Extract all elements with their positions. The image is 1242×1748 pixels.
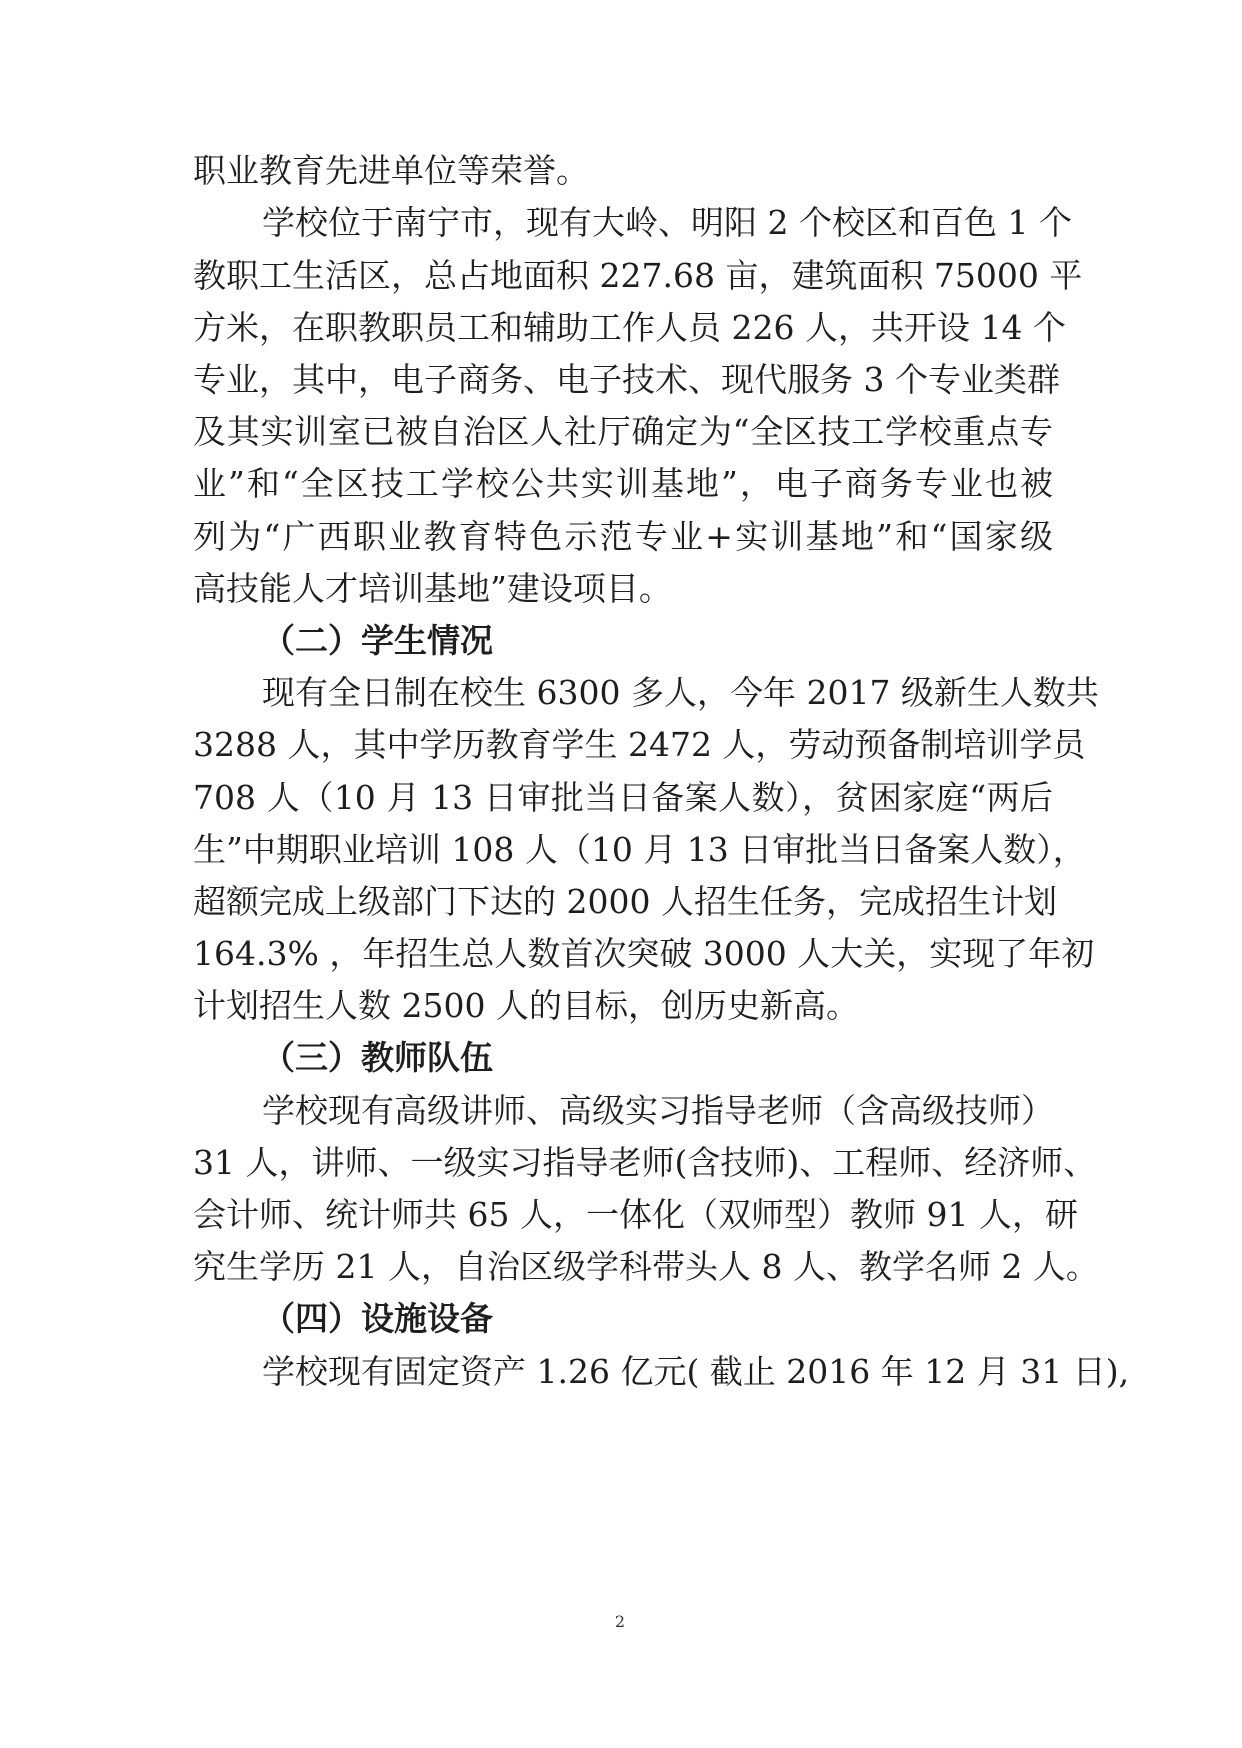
body-text-line: 及其实训室已被自治区人社厅确定为“全区技工学校重点专 <box>193 412 1053 451</box>
section-heading: （三）教师队伍 <box>262 1038 493 1077</box>
body-text-line: 方米，在职教职员工和辅助工作人员 226 人，共开设 14 个 <box>193 308 1066 347</box>
body-text-line: 究生学历 21 人，自治区级学科带头人 8 人、教学名师 2 人。 <box>193 1247 1099 1286</box>
body-text-line: 会计师、统计师共 65 人，一体化（双师型）教师 91 人，研 <box>193 1195 1078 1234</box>
body-text-line: 164.3% ，年招生总人数首次突破 3000 人大关，实现了年初 <box>193 934 1095 973</box>
body-text-line: 业”和“全区技工学校公共实训基地”，电子商务专业也被 <box>193 464 1053 503</box>
body-text-line: 31 人，讲师、一级实习指导老师(含技师)、工程师、经济师、 <box>193 1143 1097 1182</box>
body-text-line: 生”中期职业培训 108 人（10 月 13 日审批当日备案人数）， <box>193 830 1086 869</box>
paragraph-first-line: 学校位于南宁市，现有大岭、明阳 2 个校区和百色 1 个 <box>262 203 1072 242</box>
section-heading: （二）学生情况 <box>262 621 493 660</box>
body-text-line: 列为“广西职业教育特色示范专业+实训基地”和“国家级 <box>193 517 1053 556</box>
body-text-line: 教职工生活区，总占地面积 227.68 亩，建筑面积 75000 平 <box>193 256 1083 295</box>
paragraph-first-line: 学校现有固定资产 1.26 亿元( 截止 2016 年 12 月 31 日), <box>262 1352 1130 1391</box>
section-heading: （四）设施设备 <box>262 1299 493 1338</box>
body-text-line: 超额完成上级部门下达的 2000 人招生任务，完成招生计划 <box>193 882 1057 921</box>
paragraph-first-line: 现有全日制在校生 6300 多人，今年 2017 级新生人数共 <box>262 673 1099 712</box>
body-text-line: 专业，其中，电子商务、电子技术、现代服务 3 个专业类群 <box>193 360 1060 399</box>
body-text-line: 708 人（10 月 13 日审批当日备案人数），贫困家庭“两后 <box>193 778 1053 817</box>
body-text-line: 高技能人才培训基地”建设项目。 <box>193 569 672 608</box>
paragraph-first-line: 学校现有高级讲师、高级实习指导老师（含高级技师） <box>262 1091 1054 1130</box>
body-text-line: 3288 人，其中学历教育学生 2472 人，劳动预备制培训学员 <box>193 725 1086 764</box>
body-text-line: 计划招生人数 2500 人的目标，创历史新高。 <box>193 986 859 1025</box>
body-text-line: 职业教育先进单位等荣誉。 <box>193 151 589 190</box>
page-number: 2 <box>614 1612 626 1631</box>
